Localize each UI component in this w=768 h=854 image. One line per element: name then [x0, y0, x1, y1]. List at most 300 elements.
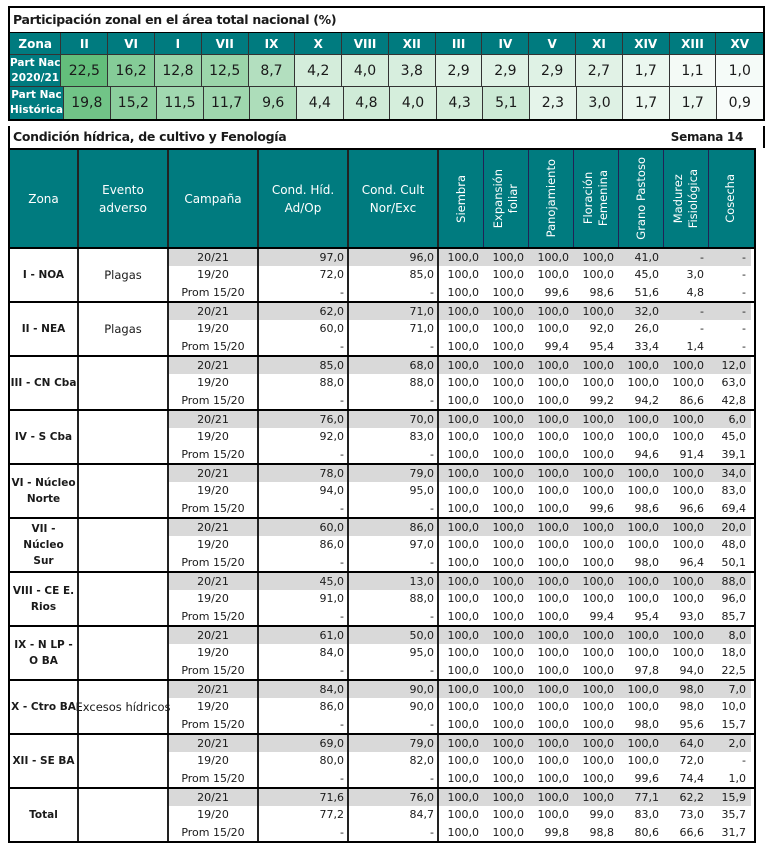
- campaign-label: 20/21: [169, 411, 257, 428]
- floracion-value: 99,2: [589, 393, 614, 407]
- floracion-value: 100,0: [582, 447, 614, 461]
- campaign-label: 19/20: [197, 430, 229, 444]
- floracion-value: 100,0: [582, 467, 614, 480]
- siembra-value: 100,0: [447, 501, 479, 515]
- col-header-grano: [619, 150, 664, 247]
- madurez-value: 96,6: [679, 501, 704, 515]
- expansion-value: 100,0: [492, 575, 524, 588]
- grano-value: 26,0: [634, 322, 659, 336]
- water-condition-value: 62,0: [259, 303, 347, 320]
- campaign-label: Prom 15/20: [181, 771, 245, 785]
- week-label: Semana: [670, 130, 723, 144]
- phenology-block: [439, 735, 751, 787]
- water-condition-value: 91,0: [319, 592, 344, 606]
- zone-name: [10, 519, 79, 571]
- siembra-value: 100,0: [447, 413, 479, 426]
- grano-value: 77,1: [634, 791, 659, 804]
- phenology-block: [439, 627, 751, 679]
- col-header-siembra: [439, 150, 484, 247]
- siembra-value: 100,0: [447, 447, 479, 461]
- zone-group: [10, 303, 754, 357]
- cosecha-value: 22,5: [721, 663, 746, 677]
- participation-row-historic: [10, 87, 763, 119]
- zone-name: [10, 735, 79, 787]
- water-condition-value: 86,0: [319, 538, 344, 552]
- floracion-value: 100,0: [582, 555, 614, 569]
- campaign-label: 20/21: [169, 735, 257, 752]
- water-condition-column: [259, 465, 349, 517]
- crop-condition-value: 85,0: [409, 268, 434, 282]
- grano-value: 32,0: [634, 305, 659, 318]
- cosecha-value: -: [742, 285, 746, 299]
- madurez-value: 100,0: [672, 538, 704, 552]
- phenology-row: [439, 357, 751, 374]
- adverse-event: [79, 357, 169, 409]
- week-number: 14: [726, 130, 743, 144]
- floracion-value: 100,0: [582, 646, 614, 660]
- phenology-row: [439, 392, 751, 409]
- adverse-event: Excesos hídricos: [79, 681, 169, 733]
- panojamiento-value: 100,0: [537, 538, 569, 552]
- zone-header-vi: VI: [108, 33, 155, 55]
- zone-header-xv: XV: [716, 33, 763, 55]
- col-header-madurez-line1: Madurez: [671, 173, 685, 224]
- zone-name: [10, 303, 79, 355]
- panojamiento-value: 100,0: [537, 700, 569, 714]
- phenology-row: [439, 428, 751, 445]
- floracion-value: 100,0: [582, 592, 614, 606]
- water-condition-value: 76,0: [259, 411, 347, 428]
- share-cell: 12,8: [155, 55, 202, 87]
- adverse-event: [79, 519, 169, 571]
- siembra-value: 100,0: [447, 825, 479, 839]
- floracion-value: 99,0: [589, 808, 614, 822]
- cosecha-value: 15,9: [721, 791, 746, 804]
- campaign-label: Prom 15/20: [181, 717, 245, 731]
- phenology-block: [439, 411, 751, 463]
- expansion-value: 100,0: [492, 413, 524, 426]
- phenology-row: [439, 806, 751, 823]
- phenology-block: [439, 573, 751, 625]
- row-label: [10, 55, 61, 87]
- phenology-row: [439, 500, 751, 517]
- water-condition-value: 86,0: [319, 700, 344, 714]
- water-condition-column: [259, 627, 349, 679]
- zone-name-line1: Total: [29, 809, 58, 821]
- crop-condition-column: [349, 411, 439, 463]
- madurez-value: 74,4: [679, 771, 704, 785]
- share-cell: 2,7: [576, 55, 623, 87]
- col-header-cond-cult-line2: Nor/Exc: [369, 200, 417, 215]
- phenology-row: [439, 446, 751, 463]
- campaign-column: [169, 411, 259, 463]
- grano-value: 100,0: [627, 538, 659, 552]
- campaign-label: 20/21: [169, 573, 257, 590]
- panojamiento-value: 100,0: [537, 251, 569, 264]
- madurez-value: 93,0: [679, 609, 704, 623]
- water-condition-value: -: [340, 825, 344, 839]
- expansion-value: 100,0: [492, 359, 524, 372]
- campaign-label: 20/21: [169, 249, 257, 266]
- panojamiento-value: 100,0: [537, 268, 569, 282]
- campaign-label: 19/20: [197, 646, 229, 660]
- crop-condition-column: [349, 735, 439, 787]
- grano-value: 80,6: [634, 825, 659, 839]
- floracion-value: 100,0: [582, 359, 614, 372]
- zone-group: [10, 627, 754, 681]
- col-header-cond-hid: [259, 150, 349, 247]
- phenology-row: [439, 411, 751, 428]
- grano-value: 45,0: [634, 268, 659, 282]
- expansion-value: 100,0: [492, 663, 524, 677]
- campaign-column: [169, 357, 259, 409]
- madurez-value: 100,0: [672, 575, 704, 588]
- floracion-value: 100,0: [582, 538, 614, 552]
- expansion-value: 100,0: [492, 430, 524, 444]
- grano-value: 94,2: [634, 393, 659, 407]
- phenology-block: [439, 789, 751, 841]
- campaign-label: 19/20: [197, 808, 229, 822]
- share-cell: 8,7: [249, 55, 296, 87]
- zone-name-line1: IV - S Cba: [14, 431, 73, 443]
- water-condition-value: 60,0: [259, 519, 347, 536]
- cosecha-value: -: [742, 322, 746, 336]
- share-cell: 3,8: [389, 55, 436, 87]
- share-cell: 11,5: [157, 87, 204, 119]
- campaign-label: Prom 15/20: [181, 825, 245, 839]
- campaign-label: 20/21: [169, 519, 257, 536]
- phenology-row: [439, 249, 751, 266]
- campaign-label: 19/20: [197, 484, 229, 498]
- phenology-row: [439, 644, 751, 661]
- panojamiento-value: 100,0: [537, 663, 569, 677]
- zone-name-line1: III - CN Cba: [10, 377, 77, 389]
- madurez-value: 3,0: [686, 268, 704, 282]
- crop-condition-value: 95,0: [409, 646, 434, 660]
- share-cell: 4,0: [390, 87, 437, 119]
- siembra-value: 100,0: [447, 467, 479, 480]
- madurez-value: 96,4: [679, 555, 704, 569]
- panojamiento-value: 100,0: [537, 322, 569, 336]
- zone-name-line1: X - Ctro BA: [11, 701, 76, 713]
- share-cell: 1,0: [716, 55, 763, 87]
- phenology-row: [439, 320, 751, 337]
- floracion-value: 98,8: [589, 825, 614, 839]
- grano-value: 99,6: [634, 771, 659, 785]
- phenology-row: [439, 608, 751, 625]
- panojamiento-value: 100,0: [537, 717, 569, 731]
- water-condition-value: -: [340, 555, 344, 569]
- crop-condition-value: 96,0: [349, 249, 437, 266]
- siembra-value: 100,0: [447, 285, 479, 299]
- water-condition-value: 69,0: [259, 735, 347, 752]
- madurez-value: -: [700, 322, 704, 336]
- phenology-row: [439, 627, 751, 644]
- campaign-label: Prom 15/20: [181, 285, 245, 299]
- grano-value: 41,0: [634, 251, 659, 264]
- campaign-label: 19/20: [197, 592, 229, 606]
- crop-condition-column: [349, 789, 439, 841]
- share-cell: 1,1: [670, 55, 717, 87]
- phenology-row: [439, 735, 751, 752]
- zone-header-xi: XI: [576, 33, 623, 55]
- panojamiento-value: 100,0: [537, 808, 569, 822]
- madurez-value: 100,0: [672, 430, 704, 444]
- crop-condition-value: -: [430, 447, 434, 461]
- madurez-value: 62,2: [679, 791, 704, 804]
- campaign-label: Prom 15/20: [181, 663, 245, 677]
- panojamiento-value: 100,0: [537, 521, 569, 534]
- phenology-row: [439, 482, 751, 499]
- expansion-value: 100,0: [492, 484, 524, 498]
- adverse-event: [79, 627, 169, 679]
- water-condition-value: 97,0: [259, 249, 347, 266]
- cosecha-value: -: [742, 305, 746, 318]
- col-header-cond-cult: [349, 150, 439, 247]
- campaign-label: 20/21: [169, 789, 257, 806]
- siembra-value: 100,0: [447, 538, 479, 552]
- campaign-label: Prom 15/20: [181, 555, 245, 569]
- zone-name: [10, 411, 79, 463]
- expansion-value: 100,0: [492, 376, 524, 390]
- phenology-block: [439, 681, 751, 733]
- crop-condition-value: 88,0: [409, 376, 434, 390]
- floracion-value: 100,0: [582, 717, 614, 731]
- zone-name-line2: Rios: [30, 601, 57, 613]
- campaign-column: [169, 465, 259, 517]
- madurez-value: 100,0: [672, 646, 704, 660]
- share-cell: 19,8: [64, 87, 111, 119]
- cosecha-value: 12,0: [721, 359, 746, 372]
- col-header-madurez: [664, 150, 709, 247]
- water-condition-column: [259, 573, 349, 625]
- water-condition-value: 61,0: [259, 627, 347, 644]
- grano-value: 33,4: [634, 339, 659, 353]
- panojamiento-value: 100,0: [537, 646, 569, 660]
- siembra-value: 100,0: [447, 393, 479, 407]
- madurez-value: 73,0: [679, 808, 704, 822]
- zone-name: [10, 681, 79, 733]
- madurez-value: 86,6: [679, 393, 704, 407]
- panojamiento-value: 100,0: [537, 629, 569, 642]
- madurez-value: 91,4: [679, 447, 704, 461]
- share-cell: 12,5: [202, 55, 249, 87]
- phenology-row: [439, 465, 751, 482]
- phenology-row: [439, 284, 751, 301]
- share-cell: 16,2: [108, 55, 155, 87]
- siembra-value: 100,0: [447, 430, 479, 444]
- grano-value: 100,0: [627, 754, 659, 768]
- cosecha-value: 88,0: [721, 575, 746, 588]
- water-condition-value: -: [340, 285, 344, 299]
- phenology-block: [439, 303, 751, 355]
- floracion-value: 100,0: [582, 700, 614, 714]
- campaign-column: [169, 303, 259, 355]
- expansion-value: 100,0: [492, 251, 524, 264]
- zone-group: [10, 735, 754, 789]
- phenology-row: [439, 681, 751, 698]
- expansion-value: 100,0: [492, 393, 524, 407]
- share-cell: 4,3: [437, 87, 484, 119]
- crop-condition-value: 70,0: [349, 411, 437, 428]
- crop-condition-value: 83,0: [409, 430, 434, 444]
- water-condition-value: -: [340, 717, 344, 731]
- floracion-value: 100,0: [582, 663, 614, 677]
- water-condition-value: 94,0: [319, 484, 344, 498]
- panojamiento-value: 100,0: [537, 737, 569, 750]
- col-header-zona: [10, 150, 79, 247]
- grano-value: 100,0: [627, 359, 659, 372]
- cosecha-value: 69,4: [721, 501, 746, 515]
- row-label-line2: 2020/21: [11, 72, 60, 84]
- cosecha-value: 7,0: [728, 683, 746, 696]
- water-condition-value: 84,0: [319, 646, 344, 660]
- col-header-evento-line1: Evento: [102, 182, 144, 197]
- madurez-value: 100,0: [672, 413, 704, 426]
- expansion-value: 100,0: [492, 717, 524, 731]
- col-header-zona-text: Zona: [28, 191, 59, 206]
- zone-header-x: X: [295, 33, 342, 55]
- floracion-value: 100,0: [582, 376, 614, 390]
- siembra-value: 100,0: [447, 808, 479, 822]
- adverse-event: [79, 735, 169, 787]
- expansion-value: 100,0: [492, 700, 524, 714]
- siembra-value: 100,0: [447, 322, 479, 336]
- expansion-value: 100,0: [492, 447, 524, 461]
- floracion-value: 100,0: [582, 268, 614, 282]
- panojamiento-value: 99,8: [544, 825, 569, 839]
- campaign-column: [169, 573, 259, 625]
- grano-value: 100,0: [627, 683, 659, 696]
- campaign-column: [169, 519, 259, 571]
- col-header-floracion-line1: Floración: [581, 172, 595, 225]
- floracion-value: 100,0: [582, 575, 614, 588]
- zone-group: [10, 357, 754, 411]
- crop-condition-value: 90,0: [409, 700, 434, 714]
- phenology-row: [439, 266, 751, 283]
- col-header-expansion: [484, 150, 529, 247]
- panojamiento-value: 100,0: [537, 430, 569, 444]
- expansion-value: 100,0: [492, 754, 524, 768]
- adverse-event: Plagas: [79, 249, 169, 301]
- zone-header-xiv: XIV: [623, 33, 670, 55]
- expansion-value: 100,0: [492, 555, 524, 569]
- crop-condition-column: [349, 573, 439, 625]
- share-cell: 22,5: [61, 55, 108, 87]
- expansion-value: 100,0: [492, 646, 524, 660]
- siembra-value: 100,0: [447, 339, 479, 353]
- grano-value: 100,0: [627, 376, 659, 390]
- zone-name-line2: Sur: [33, 555, 54, 567]
- cosecha-value: -: [742, 754, 746, 768]
- cosecha-value: 35,7: [721, 808, 746, 822]
- phenology-row: [439, 590, 751, 607]
- crop-condition-column: [349, 681, 439, 733]
- share-cell: 1,7: [623, 55, 670, 87]
- madurez-value: 98,0: [679, 700, 704, 714]
- floracion-value: 99,4: [589, 609, 614, 623]
- grano-value: 100,0: [627, 430, 659, 444]
- row-label-line2: Histórica: [10, 104, 63, 116]
- zone-group: [10, 249, 754, 303]
- campaign-label: 20/21: [169, 681, 257, 698]
- zone-header-ix: IX: [249, 33, 296, 55]
- share-cell: 15,2: [111, 87, 158, 119]
- crop-condition-column: [349, 627, 439, 679]
- floracion-value: 100,0: [582, 413, 614, 426]
- cosecha-value: 96,0: [721, 592, 746, 606]
- panojamiento-value: 100,0: [537, 393, 569, 407]
- floracion-value: 95,4: [589, 339, 614, 353]
- siembra-value: 100,0: [447, 609, 479, 623]
- grano-value: 98,6: [634, 501, 659, 515]
- siembra-value: 100,0: [447, 683, 479, 696]
- panojamiento-value: 100,0: [537, 754, 569, 768]
- zone-name-line1: IX - N LP -: [14, 639, 73, 651]
- col-header-campana: [169, 150, 259, 247]
- floracion-value: 100,0: [582, 305, 614, 318]
- col-header-cosecha: [709, 150, 751, 247]
- adverse-event: Plagas: [79, 303, 169, 355]
- panojamiento-value: 100,0: [537, 484, 569, 498]
- panojamiento-value: 100,0: [537, 575, 569, 588]
- zone-header-iv: IV: [482, 33, 529, 55]
- zone-header-i: I: [155, 33, 202, 55]
- cosecha-value: 34,0: [721, 467, 746, 480]
- water-condition-value: 88,0: [319, 376, 344, 390]
- zone-header-ii: II: [61, 33, 108, 55]
- expansion-value: 100,0: [492, 501, 524, 515]
- expansion-value: 100,0: [492, 521, 524, 534]
- crop-condition-value: -: [430, 717, 434, 731]
- siembra-value: 100,0: [447, 592, 479, 606]
- cosecha-value: -: [742, 268, 746, 282]
- crop-condition-column: [349, 249, 439, 301]
- campaign-label: 20/21: [169, 465, 257, 482]
- panojamiento-value: 100,0: [537, 609, 569, 623]
- floracion-value: 100,0: [582, 791, 614, 804]
- crop-condition-column: [349, 303, 439, 355]
- col-header-expansion-line2: foliar: [506, 183, 520, 214]
- participation-table: [8, 6, 765, 121]
- grano-value: 100,0: [627, 575, 659, 588]
- row-label: [10, 87, 64, 119]
- water-condition-value: 60,0: [319, 322, 344, 336]
- water-condition-column: [259, 681, 349, 733]
- participation-header-row: [10, 33, 763, 55]
- madurez-value: -: [700, 251, 704, 264]
- zone-group: [10, 789, 754, 841]
- col-header-madurez-line2: Fisiológica: [686, 168, 700, 229]
- panojamiento-value: 100,0: [537, 791, 569, 804]
- col-header-cond-hid-line2: Ad/Op: [284, 200, 322, 215]
- campaign-label: Prom 15/20: [181, 393, 245, 407]
- expansion-value: 100,0: [492, 737, 524, 750]
- crop-condition-value: -: [430, 555, 434, 569]
- panojamiento-value: 100,0: [537, 467, 569, 480]
- cosecha-value: -: [742, 251, 746, 264]
- zone-name: [10, 573, 79, 625]
- adverse-event: [79, 411, 169, 463]
- panojamiento-value: 100,0: [537, 592, 569, 606]
- crop-condition-value: 90,0: [349, 681, 437, 698]
- share-cell: 3,0: [577, 87, 624, 119]
- col-header-floracion: [574, 150, 619, 247]
- share-cell: 4,8: [344, 87, 391, 119]
- expansion-value: 100,0: [492, 609, 524, 623]
- water-condition-value: -: [340, 501, 344, 515]
- expansion-value: 100,0: [492, 538, 524, 552]
